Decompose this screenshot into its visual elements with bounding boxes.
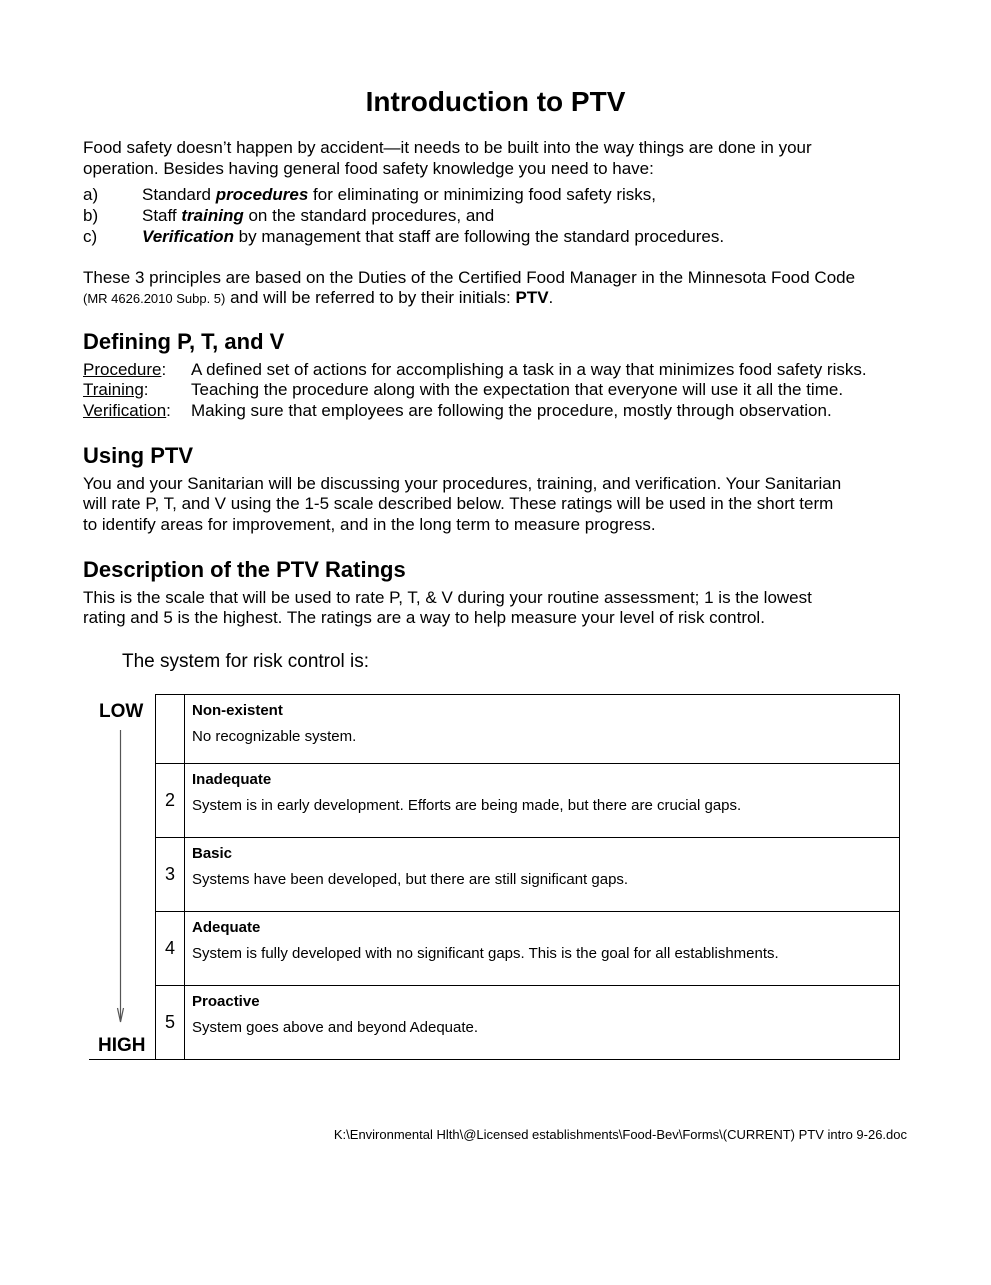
scale-intro: The system for risk control is: xyxy=(122,651,370,672)
definition-text: Making sure that employees are following the procedure, mostly through observation. xyxy=(191,401,832,420)
list-item-c xyxy=(83,226,724,247)
rating-cell xyxy=(185,986,900,1060)
scale-low-label: LOW xyxy=(99,701,144,722)
list-item-a xyxy=(83,184,656,205)
section-heading-description: Description of the PTV Ratings xyxy=(83,557,406,582)
rating-description: Systems have been developed, but there are still significant gaps. xyxy=(192,871,629,888)
scale-baseline xyxy=(89,1059,156,1060)
rating-description: System is fully developed with no significant gaps. This is the goal for all establishments. xyxy=(192,945,779,962)
principles-end: . xyxy=(548,288,554,307)
description-line-1: This is the scale that will be used to rate P, T, & V during your routine assessment; 1 is the lowest xyxy=(83,588,812,607)
rating-cell xyxy=(185,838,900,912)
rating-row xyxy=(156,986,900,1060)
rating-cell xyxy=(185,695,900,764)
rating-row xyxy=(156,764,900,838)
rating-name: Proactive xyxy=(192,993,260,1010)
principles-mid: and will be referred to by their initials: xyxy=(225,288,516,307)
list-label: a) xyxy=(83,185,99,204)
list-text-pre: Standard xyxy=(142,185,216,204)
intro-line-1: Food safety doesn’t happen by accident—it needs to be built into the way things are done in your xyxy=(83,138,812,157)
scale-high-label: HIGH xyxy=(98,1035,146,1056)
section-heading-defining: Defining P, T, and V xyxy=(83,329,285,354)
using-line-1: You and your Sanitarian will be discussing your procedures, training, and verification. Your Sanitarian xyxy=(83,474,842,493)
description-line-2: rating and 5 is the highest. The ratings are a way to help measure your level of risk control. xyxy=(83,608,765,627)
definition-procedure xyxy=(83,360,913,381)
rating-cell xyxy=(185,912,900,986)
page-title: Introduction to PTV xyxy=(365,86,626,117)
rating-name: Adequate xyxy=(192,919,261,936)
ptv-abbreviation: PTV xyxy=(515,288,549,307)
file-path-footer: K:\Environmental Hlth\@Licensed establishments\Food-Bev\Forms\(CURRENT) PTV intro 9-26.doc xyxy=(333,1127,907,1142)
definition-term: Procedure: xyxy=(83,360,167,379)
rating-row xyxy=(156,838,900,912)
rating-description: System goes above and beyond Adequate. xyxy=(192,1019,479,1036)
code-citation: (MR 4626.2010 Subp. 5) xyxy=(83,291,226,306)
rating-number: 5 xyxy=(156,986,185,1060)
rating-number: 3 xyxy=(156,838,185,912)
principles-line-1: These 3 principles are based on the Duties of the Certified Food Manager in the Minnesota Food Code xyxy=(83,268,856,287)
list-emphasis: Verification xyxy=(142,227,234,246)
definition-text: A defined set of actions for accomplishing a task in a way that minimizes food safety risks. xyxy=(191,360,867,379)
rating-name: Basic xyxy=(192,845,233,862)
list-label: c) xyxy=(83,227,98,246)
definition-verification xyxy=(83,401,913,422)
rating-table xyxy=(155,694,900,1060)
list-text-post: on the standard procedures, and xyxy=(243,206,495,225)
definition-term: Training: xyxy=(83,380,149,399)
rating-number xyxy=(156,695,185,764)
rating-name: Non-existent xyxy=(192,702,283,719)
rating-description: System is in early development. Efforts are being made, but there are crucial gaps. xyxy=(192,797,742,814)
scale-arrow-icon xyxy=(110,728,132,1028)
definition-text: Teaching the procedure along with the expectation that everyone will use it all the time. xyxy=(191,380,844,399)
list-item-b xyxy=(83,205,494,226)
using-line-3: to identify areas for improvement, and in the long term to measure progress. xyxy=(83,515,656,534)
rating-row xyxy=(156,695,900,764)
list-label: b) xyxy=(83,206,99,225)
list-text-pre: Staff xyxy=(142,206,182,225)
rating-name: Inadequate xyxy=(192,771,272,788)
list-text-post: for eliminating or minimizing food safety risks, xyxy=(308,185,657,204)
principles-line-2 xyxy=(83,288,553,310)
definition-training xyxy=(83,380,913,401)
rating-cell xyxy=(185,764,900,838)
list-emphasis: training xyxy=(181,206,244,225)
rating-number: 4 xyxy=(156,912,185,986)
list-emphasis: procedures xyxy=(215,185,309,204)
using-line-2: will rate P, T, and V using the 1-5 scale described below. These ratings will be used in the short term xyxy=(83,494,834,513)
list-text-post: by management that staff are following the standard procedures. xyxy=(233,227,725,246)
rating-description: No recognizable system. xyxy=(192,728,357,745)
intro-line-2: operation. Besides having general food safety knowledge you need to have: xyxy=(83,159,654,178)
section-heading-using: Using PTV xyxy=(83,443,194,468)
rating-number: 2 xyxy=(156,764,185,838)
rating-row xyxy=(156,912,900,986)
definition-term: Verification: xyxy=(83,401,171,420)
